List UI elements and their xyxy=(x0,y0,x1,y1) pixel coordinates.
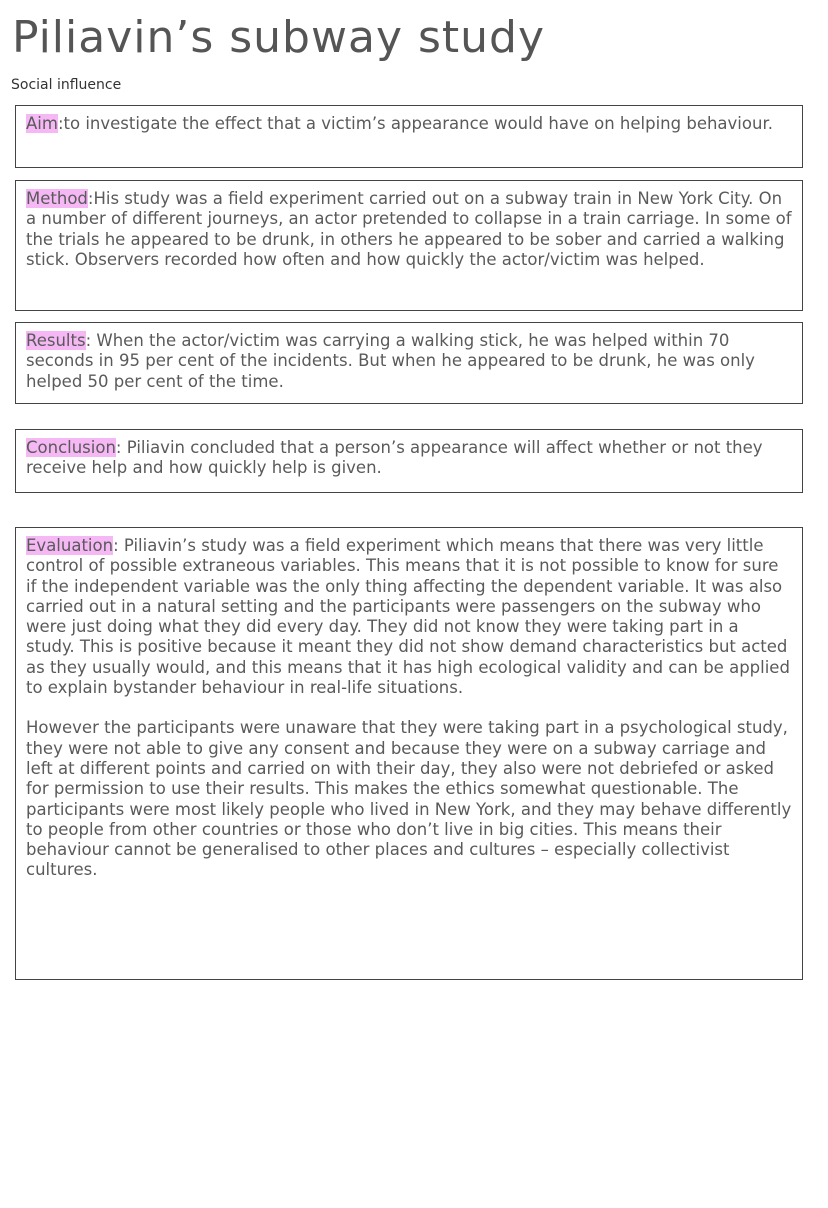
results-label: Results xyxy=(26,331,86,350)
conclusion-label: Conclusion xyxy=(26,438,116,457)
aim-box xyxy=(15,105,803,168)
method-paragraph xyxy=(26,189,792,270)
evaluation-box xyxy=(15,527,803,980)
page-subtitle: Social influence xyxy=(11,77,122,93)
conclusion-paragraph xyxy=(26,438,792,479)
conclusion-text: : Piliavin concluded that a person’s appearance will affect whether or not they receive help and how quickly help is given. xyxy=(26,438,763,478)
results-paragraph xyxy=(26,331,792,392)
method-label: Method xyxy=(26,189,88,208)
evaluation-label: Evaluation xyxy=(26,536,114,555)
aim-label: Aim xyxy=(26,114,58,133)
aim-paragraph xyxy=(26,114,792,134)
method-text: :His study was a field experiment carried out on a subway train in New York City. On a number of different journeys, an actor pretended to collapse in a train carriage. In some of the trials he appeared to be drunk, in others he appeared to be sober and carried a walking stick. Observers recorded how often and how quickly the actor/victim was helped. xyxy=(26,189,792,269)
page-title: Piliavin’s subway study xyxy=(12,12,545,63)
evaluation-paragraph-2: However the participants were unaware that they were taking part in a psychological study, they were not able to give any consent and because they were on a subway carriage and left at different points and carried on with their day, they also were not debriefed or asked for permission to use their results. This makes the ethics somewhat questionable. The participants were most likely people who lived in New York, and they may behave differently to people from other countries or those who don’t live in big cities. This means their behaviour cannot be generalised to other places and cultures – especially collectivist cultures. xyxy=(26,718,792,880)
results-box xyxy=(15,322,803,404)
aim-text: :to investigate the effect that a victim’s appearance would have on helping behaviour. xyxy=(57,114,773,133)
evaluation-paragraph-1 xyxy=(26,536,792,698)
results-text: : When the actor/victim was carrying a walking stick, he was helped within 70 seconds in 95 per cent of the incidents. But when he appeared to be drunk, he was only helped 50 per cent of the time. xyxy=(26,331,755,391)
conclusion-box xyxy=(15,429,803,493)
method-box xyxy=(15,180,803,311)
evaluation-text: : Piliavin’s study was a field experiment which means that there was very little control of possible extraneous variables. This means that it is not possible to know for sure if the independent variable was the only thing affecting the dependent variable. It was also carried out in a natural setting and the participants were passengers on the subway who were just doing what they did every day. They did not know they were taking part in a study. This is positive because it meant they did not show demand characteristics but acted as they usually would, and this means that it has high ecological validity and can be applied to explain bystander behaviour in real-life situations. xyxy=(26,536,790,698)
